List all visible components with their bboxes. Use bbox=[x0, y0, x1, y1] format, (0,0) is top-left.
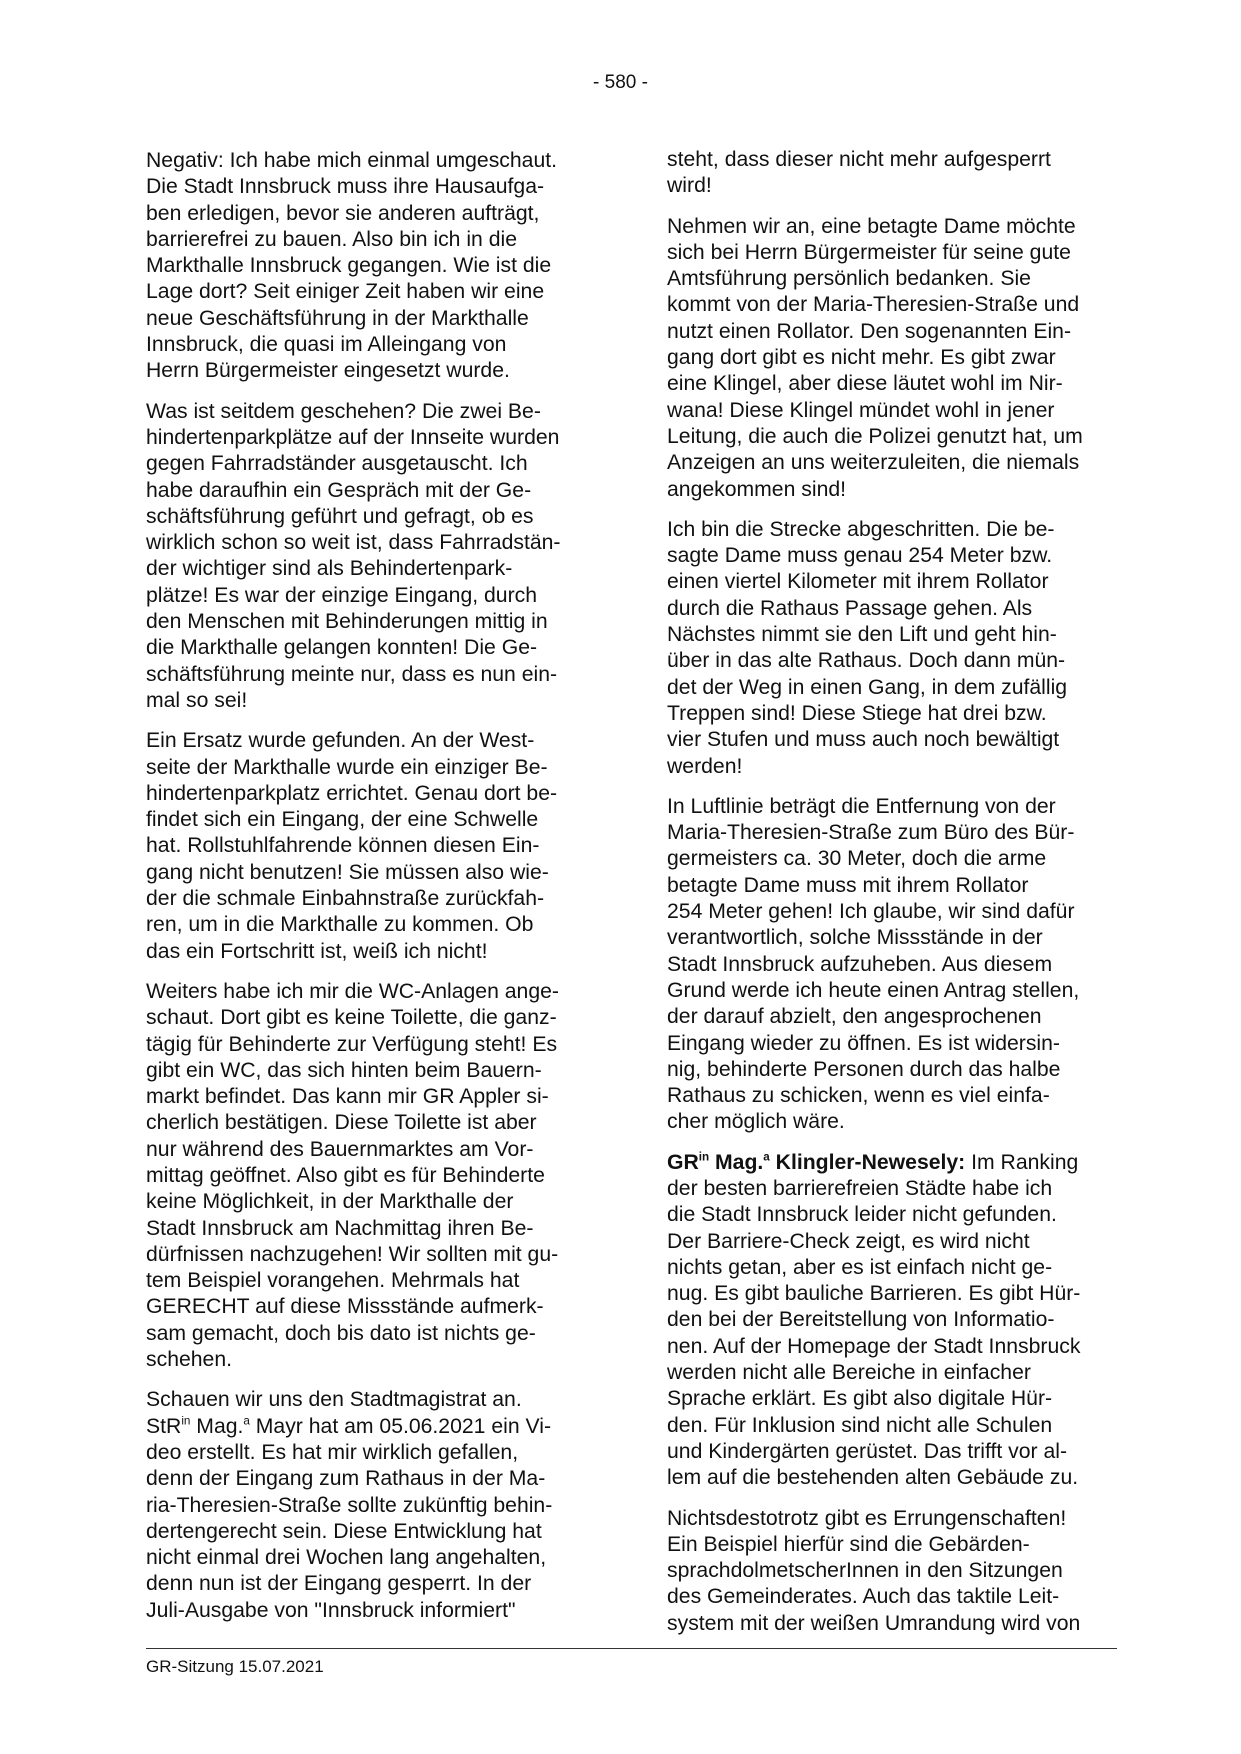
paragraph-mayr-video bbox=[146, 1387, 591, 1624]
speaker-surname: Klingler-Newesely: bbox=[769, 1150, 966, 1174]
footer-session-date: GR-Sitzung 15.07.2021 bbox=[146, 1657, 324, 1676]
paragraph-line: Schauen wir uns den Stadtmagistrat an. bbox=[146, 1388, 522, 1412]
speaker-title-gr-suffix: in bbox=[698, 1149, 710, 1163]
speaker-title-mag: Mag. bbox=[709, 1150, 764, 1174]
page-number: - 580 - bbox=[593, 72, 648, 93]
left-column bbox=[146, 148, 591, 1638]
footer-divider bbox=[146, 1648, 1117, 1649]
paragraph: Negativ: Ich habe mich einmal umgeschaut. Die Stadt Innsbruck muss ihre Hausaufga- ben erledigen, bevor sie anderen aufträgt, barrierefrei zu bauen. Also bin ich in die Markthalle Innsbruck gegangen. Wie ist die Lage dort? Seit einiger Zeit haben wir eine neue Geschäftsführung in der Markthalle Innsbruck, die quasi im Alleingang von Herrn Bürgermeister eingesetzt wurde. bbox=[146, 149, 558, 383]
speaker-title-mag-suffix: a bbox=[763, 1149, 770, 1163]
title-str-suffix: in bbox=[181, 1413, 191, 1427]
speaker-paragraph bbox=[667, 1150, 1112, 1492]
paragraph: steht, dass dieser nicht mehr aufgesperrt wird! bbox=[667, 148, 1051, 198]
paragraph: Ich bin die Strecke abgeschritten. Die be- sagte Dame muss genau 254 Meter bzw. einen viertel Kilometer mit ihrem Rollator durch die Rathaus Passage gehen. Als Nächstes nimmt sie den Lift und geht hin- über in das alte Rathaus. Doch dann mün- det der Weg in einen Gang, in dem zufällig Treppen sind! Diese Stiege hat drei bzw. vier Stufen und muss auch noch bewältigt werden! bbox=[667, 517, 1068, 778]
right-column bbox=[667, 147, 1112, 1651]
speaker-title-gr: GR bbox=[667, 1150, 699, 1174]
paragraph: Nehmen wir an, eine betagte Dame möchte sich bei Herrn Bürgermeister für seine gute Amtsführung persönlich bedanken. Sie kommt von der Maria-Theresien-Straße und nutzt einen Rollator. Den sogenannten Ein- gang dort gibt es nicht mehr. Es gibt zwar eine Klingel, aber diese läutet wohl im Nir- wana! Diese Klingel mündet wohl in jener Leitung, die auch die Polizei genutzt hat, um Anzeigen an uns weiterzuleiten, die niemals angekommen sind! bbox=[667, 214, 1083, 501]
title-mag: Mag. bbox=[190, 1414, 244, 1438]
paragraph: Ein Ersatz wurde gefunden. An der West- seite der Markthalle wurde ein einziger Be- hindertenparkplatz errichtet. Genau dort be- findet sich ein Eingang, der eine Schwelle hat. Rollstuhlfahrende können diesen Ein- gang nicht benutzen! Sie müssen also wie- der die schmale Einbahnstraße zurückfah- ren, um in die Markthalle zu kommen. Ob das ein Fortschritt ist, weiß ich nicht! bbox=[146, 729, 558, 963]
paragraph: Nichtsdestotrotz gibt es Errungenschaften! Ein Beispiel hierfür sind die Gebärden- sprachdolmetscherInnen in den Sitzungen des Gemeinderates. Auch das taktile Leit- system mit der weißen Umrandung wird von bbox=[667, 1506, 1081, 1635]
paragraph: Weiters habe ich mir die WC-Anlagen ange- schaut. Dort gibt es keine Toilette, die ganz- tägig für Behinderte zur Verfügung steht! Es gibt ein WC, das sich hinten beim Bauern- markt befindet. Das kann mir GR Appler si- cherlich bestätigen. Diese Toilette ist aber nur während des Bauernmarktes am Vor- mittag geöffnet. Also gibt es für Behinderte keine Möglichkeit, in der Markthalle der Stadt Innsbruck am Nachmittag ihren Be- dürfnissen nachzugehen! Wir sollten mit gu- tem Beispiel vorangehen. Mehrmals hat GERECHT auf diese Missstände aufmerk- sam gemacht, doch bis dato ist nichts ge- schehen. bbox=[146, 979, 559, 1372]
paragraph-text: Mayr hat am 05.06.2021 ein Vi- deo erstellt. Es hat mir wirklich gefallen, denn der Eingang zum Rathaus in der Ma- ria-Theresien-Straße sollte zukünftig behin- dertengerecht sein. Diese Entwicklung hat nicht einmal drei Wochen lang angehalten, denn nun ist der Eingang gesperrt. In der Juli-Ausgabe von "Innsbruck informiert" bbox=[146, 1414, 553, 1622]
speaker-name bbox=[667, 1151, 965, 1174]
title-str: StR bbox=[146, 1414, 182, 1438]
speech-text: Im Ranking der besten barrierefreien Städte habe ich die Stadt Innsbruck leider nicht gefunden. Der Barriere-Check zeigt, es wird nicht nichts getan, aber es ist einfach nicht ge- nug. Es gibt bauliche Barrieren. Es gibt Hür- den bei der Bereitstellung von Informatio- nen. Auf der Homepage der Stadt Innsbruck werden nicht alle Bereiche in einfacher Sprache erklärt. Es gibt also digitale Hür- den. Für Inklusion sind nicht alle Schulen und Kindergärten gerüstet. Das trifft vor al- lem auf die bestehenden alten Gebäude zu. bbox=[667, 1150, 1081, 1490]
paragraph: In Luftlinie beträgt die Entfernung von der Maria-Theresien-Straße zum Büro des Bür- germeisters ca. 30 Meter, doch die arme betagte Dame muss mit ihrem Rollator 254 Meter gehen! Ich glaube, wir sind dafür verantwortlich, solche Missstände in der Stadt Innsbruck aufzuheben. Aus diesem Grund werde ich heute einen Antrag stellen, der darauf abzielt, den angesprochenen Eingang wieder zu öffnen. Es ist widersin- nig, behinderte Personen durch das halbe Rathaus zu schicken, wenn es viel einfa- cher möglich wäre. bbox=[667, 794, 1080, 1134]
paragraph: Was ist seitdem geschehen? Die zwei Be- hindertenparkplätze auf der Innseite wurden gegen Fahrradständer ausgetauscht. Ich habe daraufhin ein Gespräch mit der Ge- schäftsführung geführt und gefragt, ob es wirklich schon so weit ist, dass Fahrradstän- der wichtiger sind als Behindertenpark- plätze! Es war der einzige Eingang, durch den Menschen mit Behinderungen mittig in die Markthalle gelangen konnten! Die Ge- schäftsführung meinte nur, dass es nun ein- mal so sei! bbox=[146, 399, 561, 712]
title-mag-suffix: a bbox=[243, 1413, 250, 1427]
